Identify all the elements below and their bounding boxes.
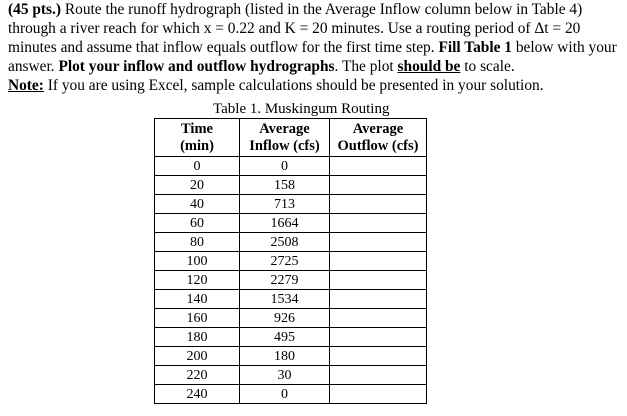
inflow-cell: 495 — [240, 328, 330, 347]
inflow-cell: 1534 — [240, 290, 330, 309]
problem-statement — [8, 0, 620, 95]
table-row — [155, 385, 427, 404]
time-cell: 240 — [155, 385, 240, 404]
outflow-cell[interactable] — [330, 195, 427, 214]
time-cell: 100 — [155, 252, 240, 271]
header-time-line2: (min) — [180, 137, 214, 154]
note-label: Note: — [8, 77, 44, 94]
time-cell: 0 — [155, 157, 240, 176]
problem-text-1: Route the runoff hydrograph (listed in the Average Inflow column below in Table 4) through a river reach for which x = 0.22 and K = 20 minutes. Use a routing period of Δt = 20 minutes and assume that inflow equals outflow for the first time step. — [8, 1, 583, 56]
time-cell: 160 — [155, 309, 240, 328]
table-row — [155, 252, 427, 271]
header-outflow-line2: Outflow (cfs) — [337, 137, 419, 154]
outflow-cell[interactable] — [330, 385, 427, 404]
problem-text-4: to scale. — [460, 58, 515, 75]
table-row — [155, 347, 427, 366]
inflow-cell: 158 — [240, 176, 330, 195]
problem-text-3: . The plot — [334, 58, 398, 75]
table-row — [155, 195, 427, 214]
time-cell: 80 — [155, 233, 240, 252]
time-cell: 40 — [155, 195, 240, 214]
table-row — [155, 290, 427, 309]
outflow-cell[interactable] — [330, 214, 427, 233]
time-cell: 60 — [155, 214, 240, 233]
outflow-cell[interactable] — [330, 233, 427, 252]
outflow-cell[interactable] — [330, 347, 427, 366]
inflow-cell: 926 — [240, 309, 330, 328]
outflow-cell[interactable] — [330, 252, 427, 271]
inflow-cell: 0 — [240, 385, 330, 404]
table-header-row — [155, 119, 427, 157]
note-text: If you are using Excel, sample calculations should be presented in your solution. — [43, 77, 544, 94]
outflow-cell[interactable] — [330, 290, 427, 309]
inflow-cell: 1664 — [240, 214, 330, 233]
header-time — [155, 119, 240, 157]
outflow-cell[interactable] — [330, 176, 427, 195]
table-row — [155, 233, 427, 252]
table-row — [155, 271, 427, 290]
points-label: (45 pts.) — [8, 1, 62, 18]
header-average-inflow — [240, 119, 330, 157]
table-row — [155, 328, 427, 347]
header-inflow-line2: Inflow (cfs) — [249, 137, 320, 154]
plot-instruction: Plot your inflow and outflow hydrographs — [58, 58, 335, 75]
should-be-emphasis: should be — [397, 58, 461, 75]
inflow-cell: 180 — [240, 347, 330, 366]
table-caption: Table 1. Muskingum Routing — [213, 101, 390, 117]
time-cell: 140 — [155, 290, 240, 309]
outflow-cell[interactable] — [330, 271, 427, 290]
header-time-line1: Time — [181, 120, 213, 137]
inflow-cell: 2279 — [240, 271, 330, 290]
table-row — [155, 309, 427, 328]
inflow-cell: 2725 — [240, 252, 330, 271]
inflow-cell: 30 — [240, 366, 330, 385]
table-row — [155, 366, 427, 385]
time-cell: 120 — [155, 271, 240, 290]
header-outflow-line1: Average — [352, 120, 404, 137]
inflow-cell: 0 — [240, 157, 330, 176]
time-cell: 200 — [155, 347, 240, 366]
inflow-cell: 713 — [240, 195, 330, 214]
outflow-cell[interactable] — [330, 366, 427, 385]
problem-text-2: below with your answer. — [8, 39, 617, 75]
outflow-cell[interactable] — [330, 328, 427, 347]
table-row — [155, 176, 427, 195]
table-row — [155, 157, 427, 176]
muskingum-routing-table — [154, 118, 427, 404]
outflow-cell[interactable] — [330, 157, 427, 176]
time-cell: 220 — [155, 366, 240, 385]
outflow-cell[interactable] — [330, 309, 427, 328]
inflow-cell: 2508 — [240, 233, 330, 252]
header-inflow-line1: Average — [259, 120, 310, 137]
table-row — [155, 214, 427, 233]
time-cell: 180 — [155, 328, 240, 347]
fill-table-instruction: Fill Table 1 — [438, 39, 512, 56]
header-average-outflow — [330, 119, 427, 157]
time-cell: 20 — [155, 176, 240, 195]
